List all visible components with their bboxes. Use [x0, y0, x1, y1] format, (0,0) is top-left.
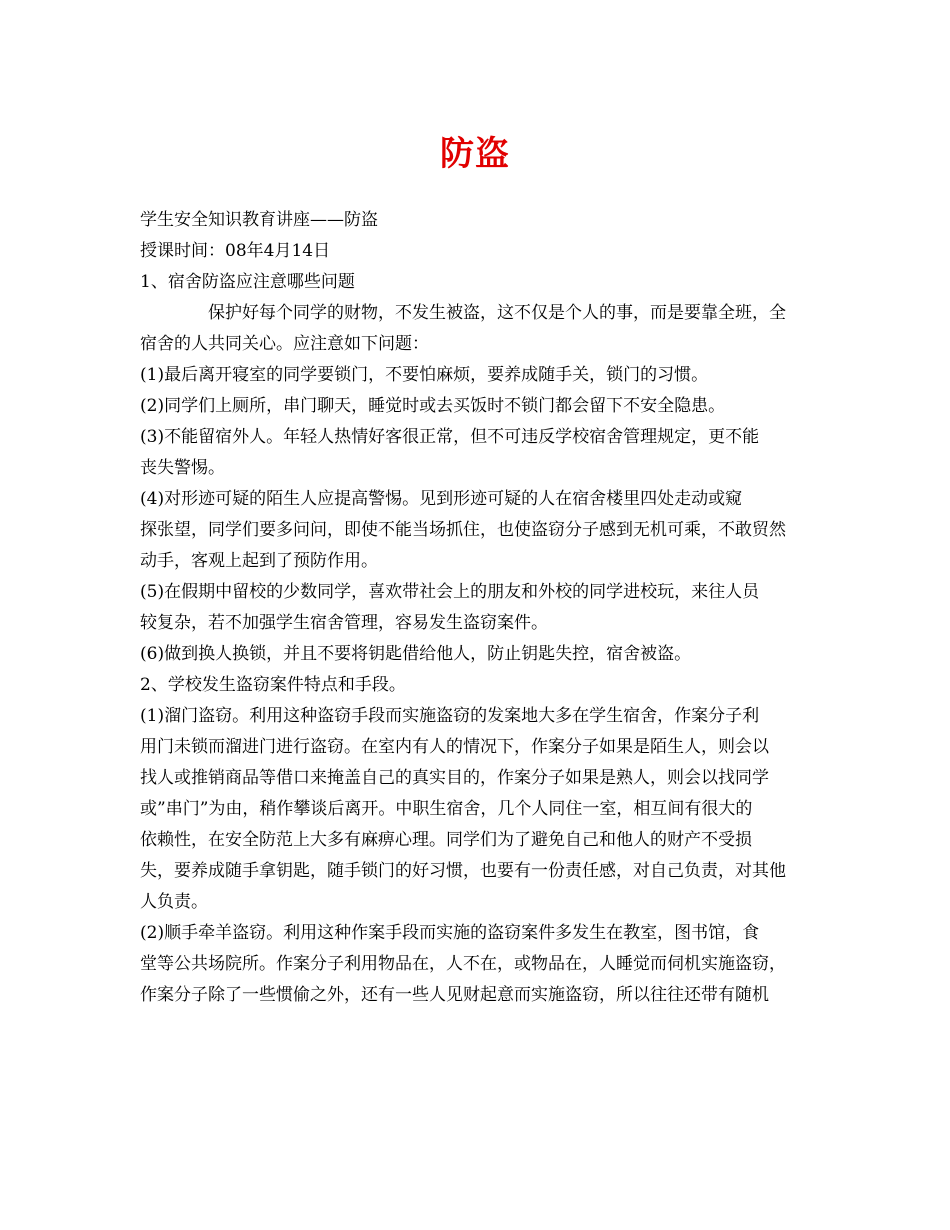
list-item-line: 用门未锁而溜进门进行盗窃。在室内有人的情况下，作案分子如果是陌生人，则会以 — [140, 737, 769, 757]
section-heading-1: 1、宿舍防盗应注意哪些问题 — [140, 272, 355, 292]
list-item-line: 人负责。 — [140, 892, 208, 912]
list-item-line: 依赖性，在安全防范上大多有麻痹心理。同学们为了避免自己和他人的财产不受损 — [140, 830, 752, 850]
list-item-line: 丧失警惕。 — [140, 458, 225, 478]
list-item-line: 探张望，同学们要多问问，即使不能当场抓住，也使盗窃分子感到无机可乘，不敢贸然 — [140, 520, 786, 540]
list-item-line: (2)顺手牵羊盗窃。利用这种作案手段而实施的盗窃案件多发生在教室，图书馆，食 — [140, 923, 760, 943]
paragraph-line: 保护好每个同学的财物，不发生被盗，这不仅是个人的事，而是要靠全班，全 — [208, 303, 786, 323]
list-item-line: (2)同学们上厕所，串门聊天，睡觉时或去买饭时不锁门都会留下不安全隐患。 — [140, 396, 726, 416]
subtitle-line: 学生安全知识教育讲座——防盗 — [140, 210, 378, 230]
document-title: 防盗 — [440, 134, 510, 174]
list-item-line: 找人或推销商品等借口来掩盖自己的真实目的，作案分子如果是熟人，则会以找同学 — [140, 768, 769, 788]
list-item-line: 较复杂，若不加强学生宿舍管理，容易发生盗窃案件。 — [140, 613, 548, 633]
date-line: 授课时间：08年4月14日 — [140, 241, 331, 261]
list-item-line: 或”串门”为由，稍作攀谈后离开。中职生宿舍，几个人同住一室，相互间有很大的 — [140, 799, 753, 819]
list-item-line: (1)最后离开寝室的同学要锁门，不要怕麻烦，要养成随手关，锁门的习惯。 — [140, 365, 709, 385]
document-body — [140, 205, 815, 1011]
list-item-line: 堂等公共场院所。作案分子利用物品在，人不在，或物品在，人睡觉而伺机实施盗窃， — [140, 954, 786, 974]
section-heading-2: 2、学校发生盗窃案件特点和手段。 — [140, 675, 406, 695]
list-item-line: 作案分子除了一些惯偷之外，还有一些人见财起意而实施盗窃，所以往往还带有随机 — [140, 985, 769, 1005]
list-item-line: (5)在假期中留校的少数同学，喜欢带社会上的朋友和外校的同学进校玩，来往人员 — [140, 582, 760, 602]
list-item-line: 失，要养成随手拿钥匙，随手锁门的好习惯，也要有一份责任感，对自己负责，对其他 — [140, 861, 786, 881]
list-item-line: (6)做到换人换锁，并且不要将钥匙借给他人，防止钥匙失控，宿舍被盗。 — [140, 644, 692, 664]
list-item-line: (3)不能留宿外人。年轻人热情好客很正常，但不可违反学校宿舍管理规定，更不能 — [140, 427, 760, 447]
list-item-line: (1)溜门盗窃。利用这种盗窃手段而实施盗窃的发案地大多在学生宿舍，作案分子利 — [140, 706, 760, 726]
list-item-line: 动手，客观上起到了预防作用。 — [140, 551, 378, 571]
paragraph-line: 宿舍的人共同关心。应注意如下问题： — [140, 334, 429, 354]
list-item-line: (4)对形迹可疑的陌生人应提高警惕。见到形迹可疑的人在宿舍楼里四处走动或窥 — [140, 489, 743, 509]
